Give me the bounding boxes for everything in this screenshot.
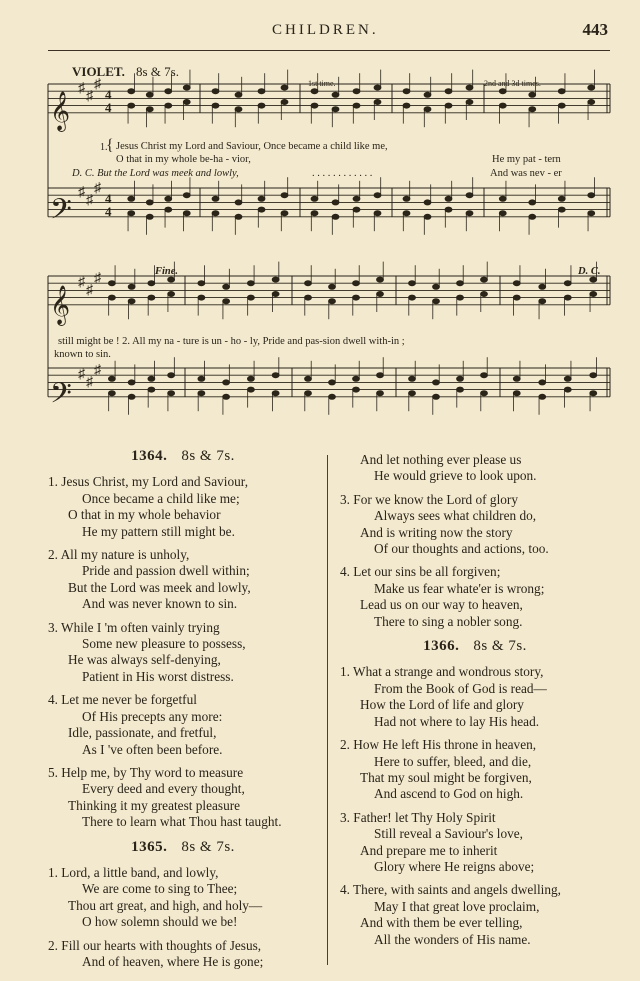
spacer [48, 430, 610, 431]
note-head [588, 85, 595, 90]
brace: { [106, 137, 114, 154]
note-head [148, 376, 155, 381]
note-head [353, 387, 360, 392]
verse-line: Of our thoughts and actions, too. [374, 541, 549, 557]
note-head [457, 387, 464, 392]
note-head [513, 376, 520, 381]
verse-line: He would grieve to look upon. [374, 468, 537, 484]
lyric-line: He my pat - tern [492, 154, 561, 165]
note-head [332, 214, 339, 219]
note-head [272, 292, 279, 297]
note-head [590, 373, 597, 378]
note-head [128, 284, 135, 289]
note-head [457, 281, 464, 286]
note-head [377, 373, 384, 378]
stanza [48, 547, 318, 613]
note-head [332, 92, 339, 97]
note-head [223, 394, 230, 399]
note-head [281, 85, 288, 90]
note-head [558, 103, 565, 108]
note-head [353, 376, 360, 381]
note-head [457, 376, 464, 381]
note-head [513, 391, 520, 396]
verse-line: But the Lord was meek and lowly, [68, 579, 251, 595]
note-head [198, 295, 205, 300]
note-head [353, 196, 360, 201]
note-head [272, 277, 279, 282]
note-head [588, 100, 595, 105]
note-head [466, 211, 473, 216]
note-head [183, 193, 190, 198]
note-head [481, 373, 488, 378]
note-head [212, 196, 219, 201]
note-head [272, 373, 279, 378]
note-head [353, 281, 360, 286]
note-head [183, 211, 190, 216]
note-head [258, 196, 265, 201]
note-head [148, 387, 155, 392]
treble-clef: 𝄞 [50, 93, 71, 130]
note-head [128, 299, 135, 304]
note-head [377, 391, 384, 396]
note-head [258, 103, 265, 108]
note-head [466, 100, 473, 105]
svg-text:♯: ♯ [78, 81, 85, 96]
second-third-label: 2nd and 3d times. [484, 79, 541, 88]
verse-line: And was never known to sin. [82, 596, 238, 612]
note-head [433, 380, 440, 385]
note-head [198, 376, 205, 381]
note-head [258, 207, 265, 212]
note-head [108, 376, 115, 381]
note-head [499, 89, 506, 94]
left-column [48, 440, 318, 977]
svg-text:♯: ♯ [86, 283, 93, 298]
verse-line: Idle, passionate, and fretful, [68, 725, 217, 741]
note-head [305, 391, 312, 396]
note-head [424, 107, 431, 112]
note-head [146, 214, 153, 219]
note-head [148, 281, 155, 286]
lyric-line: And was nev - er [490, 168, 562, 179]
note-head [445, 196, 452, 201]
verse-line: And with them be ever telling, [360, 915, 523, 931]
verse-line: Some new pleasure to possess, [82, 636, 246, 652]
verse-line: That my soul might be forgiven, [360, 769, 532, 785]
svg-text:♯: ♯ [94, 181, 101, 196]
note-head [128, 394, 135, 399]
note-head [529, 92, 536, 97]
stanza [340, 564, 610, 630]
note-head [128, 89, 135, 94]
note-head [305, 295, 312, 300]
dc-mark: D. C. [578, 266, 601, 277]
note-head [374, 85, 381, 90]
verse-line: Glory where He reigns above; [374, 858, 535, 874]
note-head [235, 200, 242, 205]
note-head [588, 193, 595, 198]
verse-line: 4. There, with saints and angels dwelling, [340, 882, 561, 898]
note-head [403, 196, 410, 201]
verse-line: 1. What a strange and wondrous story, [340, 664, 544, 680]
stanza [340, 882, 610, 948]
note-head [457, 295, 464, 300]
note-head [564, 387, 571, 392]
verse-line: 3. For we know the Lord of glory [340, 491, 519, 507]
verse-line: And let nothing ever please us [360, 452, 522, 467]
running-head: CHILDREN. [272, 22, 379, 38]
dc-dots: . . . . . . . . . . . . [312, 168, 373, 179]
note-head [513, 281, 520, 286]
note-head [198, 281, 205, 286]
note-head [128, 380, 135, 385]
verse-line: 4. Let me never be forgetful [48, 692, 197, 708]
note-head [353, 295, 360, 300]
note-head [108, 295, 115, 300]
note-head [409, 295, 416, 300]
note-head [590, 277, 597, 282]
note-head [529, 107, 536, 112]
note-head [311, 196, 318, 201]
verse-line: As I 've often been before. [82, 741, 223, 757]
lyric-line: O that in my whole be-ha - vior, [116, 154, 251, 165]
stanza [48, 692, 318, 758]
verse-line: All the wonders of His name. [374, 931, 531, 947]
note-head [108, 281, 115, 286]
stanza-continuation [340, 452, 610, 485]
note-head [128, 196, 135, 201]
verse-line: Pride and passion dwell within; [82, 563, 250, 579]
note-head [165, 196, 172, 201]
note-head [168, 292, 175, 297]
right-column [340, 452, 610, 955]
verse-line: O how solemn should we be! [82, 914, 238, 930]
hymn-meter: 8s & 7s. [181, 838, 235, 855]
note-head [564, 295, 571, 300]
dc-lyric-line: D. C. But the Lord was meek and lowly, [72, 168, 239, 179]
verse-line: There to learn what Thou hast taught. [82, 814, 282, 830]
first-time-label: 1st time. [308, 79, 336, 88]
column-divider [327, 455, 328, 965]
svg-text:♯: ♯ [78, 185, 85, 200]
note-head [168, 277, 175, 282]
verse-line: Lead us on our way to heaven, [360, 597, 523, 613]
note-head [235, 107, 242, 112]
note-head [146, 92, 153, 97]
note-head [539, 284, 546, 289]
bar-lines [48, 84, 610, 397]
note-head [481, 277, 488, 282]
note-head [558, 196, 565, 201]
notes [108, 70, 596, 415]
verse-line: And ascend to God on high. [374, 786, 524, 802]
verse-line: 5. Help me, by Thy word to measure [48, 764, 244, 780]
page-number: 443 [582, 20, 608, 39]
stanza [48, 620, 318, 686]
verse-line: Thou art great, and high, and holy— [68, 897, 263, 913]
verse-line: Every deed and every thought, [82, 781, 245, 797]
lyric-line: known to sin. [54, 349, 111, 360]
note-head [466, 193, 473, 198]
note-head [168, 373, 175, 378]
note-head [311, 103, 318, 108]
note-head [332, 200, 339, 205]
note-head [247, 376, 254, 381]
verse-line: There to sing a nobler song. [374, 613, 523, 629]
note-head [329, 284, 336, 289]
note-head [466, 85, 473, 90]
note-head [409, 376, 416, 381]
note-head [212, 89, 219, 94]
stanza [340, 737, 610, 803]
note-head [311, 89, 318, 94]
svg-text:4: 4 [105, 87, 112, 102]
note-head [539, 394, 546, 399]
note-head [198, 391, 205, 396]
note-head [499, 196, 506, 201]
note-head [539, 299, 546, 304]
stanza [340, 810, 610, 876]
note-head [445, 103, 452, 108]
note-head [329, 380, 336, 385]
note-head [445, 207, 452, 212]
lyric-line: still might be ! 2. All my na - ture is un - ho - ly, Pride and pas-sion dwell with-in ; [58, 336, 405, 347]
note-head [409, 391, 416, 396]
svg-text:♯: ♯ [94, 77, 101, 92]
svg-text:4: 4 [105, 204, 112, 219]
verse-line: Of His precepts any more: [82, 708, 223, 724]
note-head [272, 391, 279, 396]
note-head [433, 299, 440, 304]
verse-line: 4. Let our sins be all forgiven; [340, 564, 501, 580]
note-head [235, 214, 242, 219]
note-head [564, 376, 571, 381]
hymn-title [48, 448, 318, 464]
note-head [329, 394, 336, 399]
note-head [247, 281, 254, 286]
note-head [403, 211, 410, 216]
note-head [247, 387, 254, 392]
tune-name: VIOLET. [72, 64, 125, 79]
verse-line: From the Book of God is read— [374, 680, 547, 696]
stanza [340, 664, 610, 730]
hymn-meter: 8s & 7s. [181, 448, 235, 464]
note-head [148, 295, 155, 300]
verse-line: 1. Jesus Christ, my Lord and Saviour, [48, 474, 249, 490]
verse-line: Once became a child like me; [82, 490, 240, 506]
note-head [424, 214, 431, 219]
note-head [374, 193, 381, 198]
verse-line: Thinking it my greatest pleasure [68, 797, 241, 813]
note-head [223, 380, 230, 385]
lyric-line: Jesus Christ my Lord and Saviour, Once became a child like me, [116, 141, 388, 152]
note-head [305, 281, 312, 286]
stanza [48, 765, 318, 831]
stanza [340, 492, 610, 558]
note-head [377, 277, 384, 282]
note-head [424, 200, 431, 205]
verse-line: 1. Lord, a little band, and lowly, [48, 864, 219, 880]
note-head [513, 295, 520, 300]
svg-text:♯: ♯ [78, 367, 85, 382]
note-head [108, 391, 115, 396]
note-head [590, 292, 597, 297]
verse-line: How the Lord of life and glory [360, 697, 524, 713]
verse-line: And of heaven, where He is gone; [82, 953, 264, 969]
note-head [374, 211, 381, 216]
note-head [564, 281, 571, 286]
verse-line: 2. Fill our hearts with thoughts of Jesus, [48, 937, 262, 953]
note-head [165, 207, 172, 212]
note-head [529, 200, 536, 205]
note-head [481, 292, 488, 297]
note-head [281, 193, 288, 198]
note-head [281, 100, 288, 105]
note-head [146, 200, 153, 205]
note-head [311, 211, 318, 216]
bass-clef: 𝄢 [50, 379, 72, 416]
clefs [50, 92, 72, 416]
note-head [499, 211, 506, 216]
note-head [403, 89, 410, 94]
verse-line: And is writing now the story [360, 524, 513, 540]
note-head [165, 103, 172, 108]
verse-line: Make us fear whate'er is wrong; [374, 580, 545, 596]
verse-line: We are come to sing to Thee; [82, 881, 238, 897]
note-head [235, 92, 242, 97]
note-head [305, 376, 312, 381]
note-head [332, 107, 339, 112]
stanza [48, 938, 318, 971]
note-head [481, 391, 488, 396]
note-head [529, 214, 536, 219]
note-head [499, 103, 506, 108]
verse-line: Still reveal a Saviour's love, [374, 826, 523, 842]
note-head [183, 85, 190, 90]
fine-mark: Fine. [155, 266, 179, 277]
svg-text:♯: ♯ [86, 89, 93, 104]
hymn-number: 1365. [131, 838, 168, 855]
note-head [212, 211, 219, 216]
note-head [558, 207, 565, 212]
verse-line: 3. While I 'm often vainly trying [48, 619, 220, 635]
svg-text:♯: ♯ [94, 363, 101, 378]
note-head [247, 295, 254, 300]
svg-text:4: 4 [105, 191, 112, 206]
tune-meter: 8s & 7s. [136, 64, 179, 79]
verse-line: Had not where to lay His head. [374, 713, 540, 729]
svg-text:♯: ♯ [86, 375, 93, 390]
hymn-title [48, 839, 318, 855]
hymn-number: 1366. [423, 638, 460, 655]
note-head [403, 103, 410, 108]
note-head [353, 89, 360, 94]
note-head [183, 100, 190, 105]
note-head [377, 292, 384, 297]
note-head [258, 89, 265, 94]
stanza [48, 865, 318, 931]
verse-line: Patient in His worst distress. [82, 668, 234, 684]
note-head [539, 380, 546, 385]
svg-text:♯: ♯ [86, 193, 93, 208]
note-head [329, 299, 336, 304]
verse-line: Here to suffer, bleed, and die, [374, 753, 532, 769]
svg-text:4: 4 [105, 100, 112, 115]
verse-line: 2. How He left His throne in heaven, [340, 737, 537, 753]
verse-line: And prepare me to inherit [360, 842, 498, 858]
hymn-title [340, 638, 610, 654]
note-head [558, 89, 565, 94]
hymn-meter: 8s & 7s. [473, 638, 527, 655]
note-head [353, 207, 360, 212]
treble-clef: 𝄞 [50, 287, 71, 324]
note-head [424, 92, 431, 97]
svg-text:♯: ♯ [78, 275, 85, 290]
bass-clef: 𝄢 [50, 195, 72, 232]
verse-line: O that in my whole behavior [68, 507, 221, 523]
svg-text:♯: ♯ [94, 271, 101, 286]
note-head [445, 89, 452, 94]
note-head [433, 284, 440, 289]
staff-lines [48, 84, 610, 397]
note-head [281, 211, 288, 216]
hymn-number: 1364. [131, 448, 168, 464]
note-head [353, 103, 360, 108]
note-head [223, 284, 230, 289]
note-head [590, 391, 597, 396]
note-head [374, 100, 381, 105]
stanza [48, 474, 318, 540]
note-head [128, 103, 135, 108]
verse-line: He was always self-denying, [68, 652, 221, 668]
verse-line: He my pattern still might be. [82, 523, 235, 539]
verse-line: Always sees what children do, [374, 508, 537, 524]
note-head [146, 107, 153, 112]
note-head [433, 394, 440, 399]
note-head [128, 211, 135, 216]
music-score [0, 0, 640, 430]
note-head [168, 391, 175, 396]
verse-line: 3. Father! let Thy Holy Spirit [340, 809, 496, 825]
note-head [588, 211, 595, 216]
note-head [212, 103, 219, 108]
verse-line: 2. All my nature is unholy, [48, 547, 190, 563]
note-head [165, 89, 172, 94]
note-head [409, 281, 416, 286]
verse-number: 1. [100, 142, 108, 153]
verse-line: May I that great love proclaim, [374, 898, 540, 914]
note-head [223, 299, 230, 304]
